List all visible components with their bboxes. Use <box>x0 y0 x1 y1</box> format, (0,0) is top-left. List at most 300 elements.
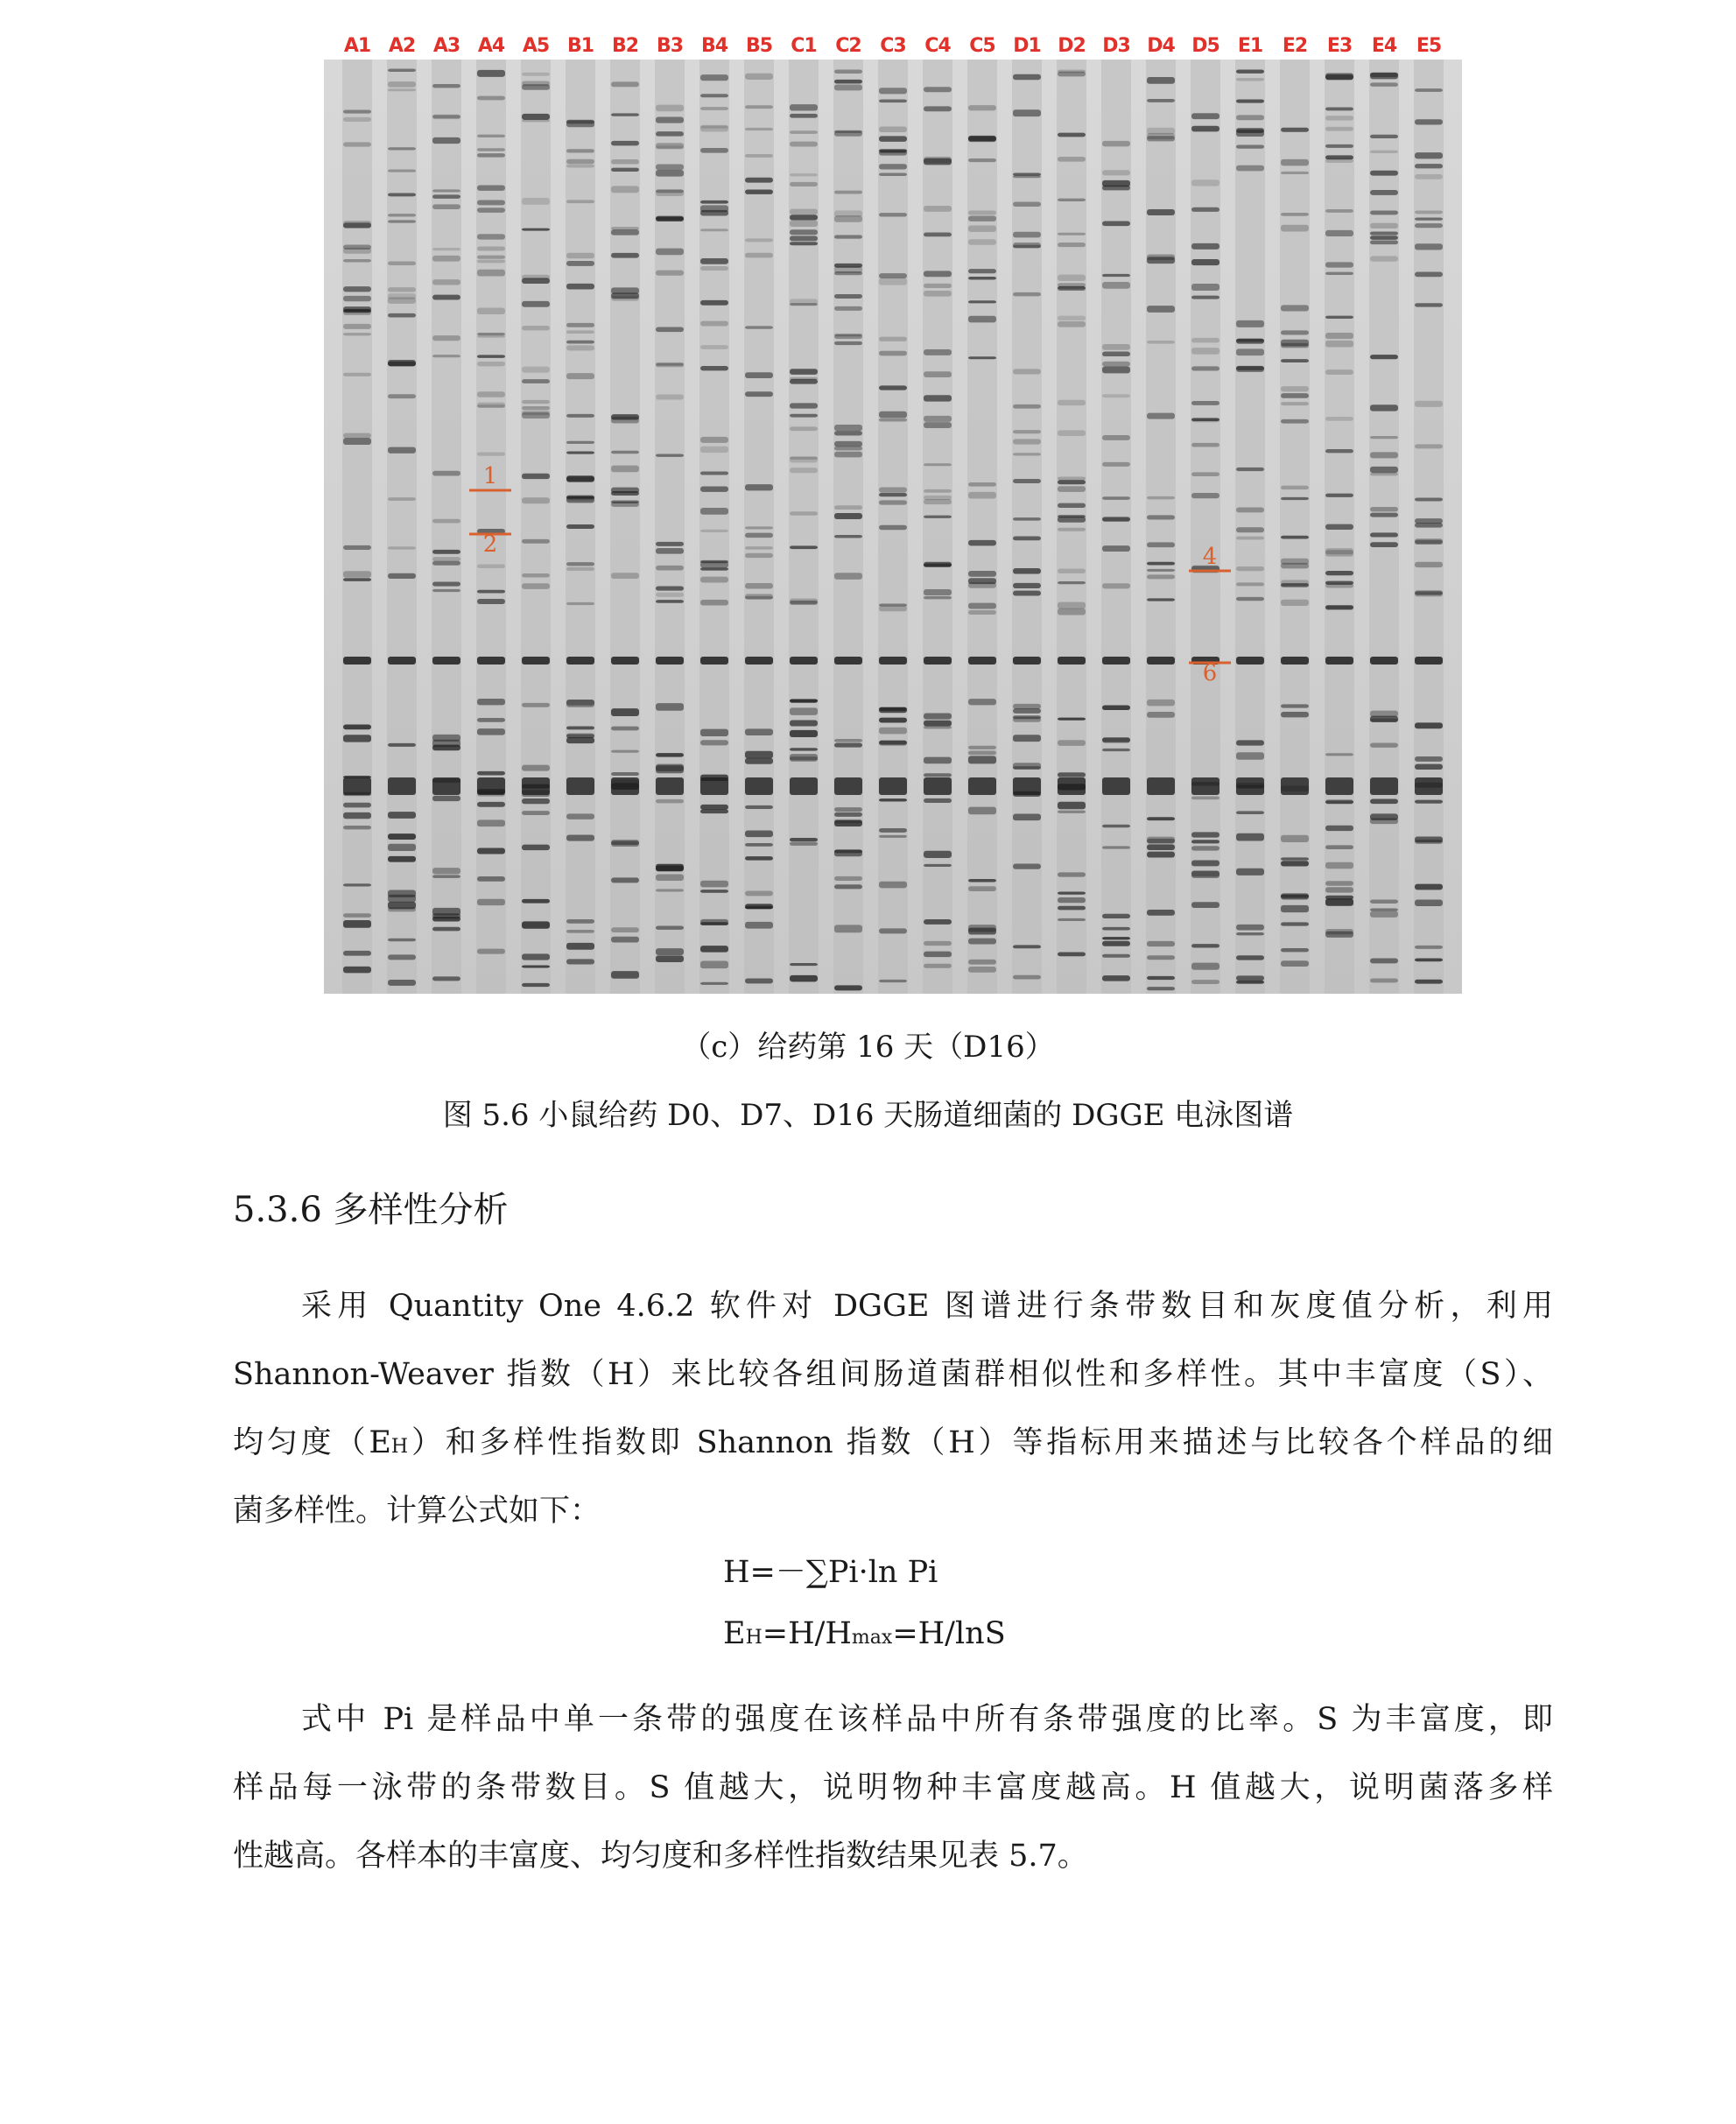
gel-band <box>1370 799 1398 805</box>
gel-band <box>566 441 594 444</box>
gel-band <box>1281 960 1309 967</box>
gel-band <box>968 657 996 665</box>
gel-band <box>1102 282 1130 289</box>
lane-label-b1: B1 <box>566 35 594 57</box>
gel-band <box>656 587 684 591</box>
gel-band <box>790 721 818 727</box>
gel-band <box>1415 243 1443 250</box>
gel-band <box>1102 462 1130 467</box>
gel-band <box>343 117 371 122</box>
gel-band <box>1415 523 1443 527</box>
gel-band <box>522 301 550 307</box>
gel-band <box>1058 772 1086 777</box>
lane-label-c5: C5 <box>969 35 995 57</box>
gel-band <box>566 602 594 605</box>
gel-band <box>745 758 773 764</box>
gel-band <box>566 149 594 152</box>
gel-band <box>343 725 371 730</box>
gel-band <box>745 391 773 397</box>
gel-band <box>879 657 907 665</box>
gel-band <box>1281 600 1309 606</box>
gel-band <box>522 114 550 120</box>
gel-band <box>477 657 505 665</box>
gel-band <box>834 236 862 238</box>
gel-band <box>432 976 460 981</box>
gel-band <box>879 127 907 132</box>
gel-band <box>700 530 728 532</box>
gel-band <box>745 178 773 183</box>
lane-label-c2: C2 <box>835 35 861 57</box>
gel-band <box>611 937 639 943</box>
gel-band <box>1058 286 1086 291</box>
gel-band <box>1325 605 1353 609</box>
gel-band <box>1281 861 1309 866</box>
gel-band <box>522 326 550 330</box>
gel-band <box>1013 404 1041 409</box>
gel-band <box>1370 236 1398 240</box>
gel-band <box>432 561 460 566</box>
gel-band <box>834 130 862 136</box>
gel-band <box>1058 528 1086 531</box>
gel-band <box>477 771 505 776</box>
gel-band <box>879 604 907 607</box>
gel-band <box>388 844 416 851</box>
gel-band <box>700 486 728 491</box>
gel-band <box>790 414 818 418</box>
gel-band <box>611 841 639 847</box>
gel-band <box>343 259 371 262</box>
gel-band <box>1191 401 1219 405</box>
gel-band <box>1102 975 1130 981</box>
gel-band <box>924 919 952 925</box>
gel-band <box>700 729 728 736</box>
gel-band <box>1325 800 1353 803</box>
gel-band <box>1236 955 1264 960</box>
gel-band <box>924 721 952 727</box>
gel-band <box>388 546 416 549</box>
gel-band <box>1147 255 1175 261</box>
gel-band <box>566 414 594 418</box>
gel-band <box>656 362 684 366</box>
gel-band <box>343 286 371 292</box>
gel-band <box>566 495 594 500</box>
gel-band <box>1415 518 1443 524</box>
gel-band <box>477 308 505 314</box>
gel-band <box>879 928 907 933</box>
gel-band <box>566 835 594 841</box>
gel-band <box>343 333 371 335</box>
gel-band <box>1325 127 1353 131</box>
gel-band <box>924 952 952 958</box>
gel-band <box>1281 893 1309 899</box>
gel-band <box>1281 905 1309 912</box>
gel-band <box>1058 906 1086 911</box>
gel-band <box>432 875 460 878</box>
gel-band <box>522 573 550 578</box>
band-marker-label: 4 <box>1202 544 1218 570</box>
gel-band <box>924 564 952 567</box>
gel-band <box>924 463 952 466</box>
gel-band <box>879 418 907 422</box>
gel-band <box>790 182 818 186</box>
gel-band <box>700 447 728 453</box>
gel-band <box>1191 944 1219 947</box>
gel-band <box>968 603 996 609</box>
paragraph-line: 菌多样性。计算公式如下： <box>233 1494 601 1529</box>
gel-band <box>1013 704 1041 709</box>
gel-band <box>1191 846 1219 850</box>
lane-label-c3: C3 <box>880 35 906 57</box>
gel-band <box>1102 705 1130 710</box>
gel-band <box>1325 887 1353 892</box>
gel-band <box>834 812 862 817</box>
gel-band <box>432 84 460 88</box>
gel-band <box>1147 817 1175 820</box>
gel-band <box>700 560 728 563</box>
gel-band <box>343 373 371 376</box>
gel-band <box>522 953 550 960</box>
gel-band <box>1058 802 1086 809</box>
gel-band <box>1013 517 1041 520</box>
gel-band <box>1191 179 1219 186</box>
gel-band <box>1281 785 1309 791</box>
gel-band <box>1236 566 1264 571</box>
gel-band <box>1013 232 1041 238</box>
gel-band <box>1370 256 1398 261</box>
gel-band <box>1058 476 1086 480</box>
gel-band <box>1102 344 1130 350</box>
gel-band <box>1236 468 1264 471</box>
gel-band <box>745 74 773 80</box>
gel-band <box>432 355 460 357</box>
gel-band <box>477 70 505 77</box>
paragraph-line: Shannon-Weaver 指数（H）来比较各组间肠道菌群相似性和多样性。其中丰富度（S）、 <box>233 1357 1553 1392</box>
gel-band <box>388 833 416 840</box>
gel-band <box>968 571 996 577</box>
gel-band <box>1147 955 1175 960</box>
gel-band <box>834 84 862 90</box>
gel-band <box>790 457 818 460</box>
gel-band <box>1236 527 1264 532</box>
gel-band <box>924 271 952 277</box>
lane-label-d5: D5 <box>1191 35 1219 57</box>
gel-band <box>924 157 952 163</box>
gel-band <box>1102 937 1130 939</box>
gel-band <box>566 323 594 327</box>
gel-band <box>1058 740 1086 746</box>
gel-band <box>1191 493 1219 498</box>
gel-band <box>968 137 996 142</box>
gel-band <box>834 925 862 932</box>
gel-band <box>790 699 818 702</box>
gel-band <box>924 106 952 111</box>
gel-band <box>1058 602 1086 609</box>
lane-label-d4: D4 <box>1147 35 1175 57</box>
gel-band <box>1058 811 1086 813</box>
gel-band <box>1236 932 1264 935</box>
gel-band <box>1058 243 1086 247</box>
gel-band <box>1415 218 1443 221</box>
gel-band <box>432 589 460 592</box>
gel-band <box>1325 932 1353 938</box>
gel-band <box>968 960 996 965</box>
gel-band <box>879 882 907 889</box>
gel-band <box>566 562 594 566</box>
gel-band <box>790 748 818 750</box>
gel-band <box>879 777 907 795</box>
gel-band <box>1102 496 1130 500</box>
gel-band <box>790 601 818 605</box>
gel-band <box>477 403 505 408</box>
gel-band <box>1147 941 1175 946</box>
gel-band <box>1325 230 1353 236</box>
gel-band <box>834 266 862 273</box>
gel-band <box>924 422 952 428</box>
gel-band <box>566 452 594 454</box>
gel-band <box>522 703 550 707</box>
gel-band <box>1102 221 1130 226</box>
gel-band <box>522 784 550 789</box>
gel-band <box>432 778 460 783</box>
gel-band <box>522 798 550 804</box>
gel-band <box>968 967 996 973</box>
gel-band <box>343 571 371 577</box>
gel-band <box>1236 339 1264 341</box>
gel-band <box>700 258 728 264</box>
gel-band <box>790 142 818 147</box>
gel-band <box>1370 355 1398 359</box>
gel-band <box>745 657 773 665</box>
gel-band <box>1191 472 1219 476</box>
lane-label-c4: C4 <box>924 35 951 57</box>
gel-band <box>700 210 728 216</box>
gel-band <box>477 207 505 213</box>
gel-band <box>790 511 818 516</box>
gel-band <box>1370 404 1398 411</box>
gel-band <box>343 438 371 445</box>
gel-band <box>432 204 460 209</box>
gel-band <box>432 740 460 748</box>
gel-band <box>700 200 728 204</box>
gel-band <box>700 471 728 475</box>
gel-band <box>477 876 505 882</box>
gel-band <box>834 294 862 299</box>
gel-band <box>1058 316 1086 321</box>
gel-band <box>1013 583 1041 588</box>
gel-band <box>1102 777 1130 795</box>
gel-band <box>790 114 818 118</box>
gel-band <box>1147 700 1175 706</box>
lane-label-b2: B2 <box>611 35 639 57</box>
gel-band <box>790 236 818 241</box>
gel-band <box>522 229 550 231</box>
gel-band <box>1236 348 1264 355</box>
gel-band <box>834 513 862 519</box>
gel-band <box>432 295 460 300</box>
gel-band <box>879 136 907 142</box>
gel-band <box>1325 341 1353 348</box>
gel-band <box>1013 735 1041 742</box>
gel-band <box>522 406 550 410</box>
gel-band <box>745 238 773 242</box>
gel-band <box>745 751 773 759</box>
gel-band <box>1281 386 1309 391</box>
gel-band <box>611 81 639 87</box>
gel-band <box>968 746 996 749</box>
gel-band <box>700 345 728 349</box>
gel-lane <box>1101 60 1131 994</box>
gel-band <box>388 954 416 960</box>
figure-subcaption: （c）给药第 16 天（D16） <box>681 1030 1055 1065</box>
gel-band <box>611 227 639 230</box>
gel-band <box>700 982 728 985</box>
gel-band <box>834 657 862 665</box>
gel-band <box>1013 292 1041 296</box>
gel-band <box>1102 657 1130 665</box>
gel-band <box>477 847 505 854</box>
gel-band <box>1415 722 1443 728</box>
gel-band <box>1370 908 1398 911</box>
gel-band <box>924 395 952 401</box>
formula-part: =H/lnS <box>892 1616 1006 1651</box>
gel-band <box>343 735 371 742</box>
gel-band <box>968 886 996 891</box>
gel-band <box>1147 852 1175 858</box>
gel-band <box>611 414 639 419</box>
gel-band <box>968 482 996 487</box>
gel-band <box>968 540 996 546</box>
gel-band <box>1102 394 1130 397</box>
gel-band <box>834 306 862 311</box>
gel-band <box>1058 568 1086 573</box>
gel-band <box>1370 711 1398 717</box>
gel-band <box>790 426 818 431</box>
gel-band <box>566 524 594 529</box>
gel-band <box>879 213 907 216</box>
lane-label-e3: E3 <box>1326 35 1353 57</box>
lane-label-b3: B3 <box>656 35 684 57</box>
gel-band <box>1325 777 1353 795</box>
gel-band <box>343 913 371 918</box>
gel-band <box>388 147 416 150</box>
gel-band <box>1236 740 1264 745</box>
lane-label-a1: A1 <box>343 35 371 57</box>
gel-band <box>834 452 862 458</box>
gel-band <box>968 751 996 756</box>
gel-band <box>1325 881 1353 885</box>
gel-band <box>1415 210 1443 214</box>
gel-band <box>611 779 639 786</box>
gel-band <box>1102 749 1130 751</box>
gel-band <box>1415 164 1443 168</box>
gel-band <box>477 355 505 357</box>
gel-band <box>1370 542 1398 547</box>
gel-band <box>1325 826 1353 831</box>
gel-band <box>1281 359 1309 362</box>
gel-band <box>477 599 505 604</box>
gel-band <box>879 707 907 712</box>
gel-band <box>477 819 505 826</box>
gel-band <box>388 313 416 318</box>
gel-band <box>1102 954 1130 958</box>
gel-band <box>1370 436 1398 439</box>
gel-band <box>879 173 907 176</box>
gel-band <box>566 165 594 168</box>
gel-band <box>1236 366 1264 372</box>
gel-band <box>745 728 773 735</box>
gel-band <box>790 130 818 134</box>
gel-band <box>700 107 728 110</box>
formula-part: =H/H <box>762 1616 852 1651</box>
gel-lane <box>342 60 372 994</box>
gel-band <box>1058 784 1086 790</box>
gel-band <box>1191 902 1219 908</box>
subscript-h: H <box>390 1436 409 1458</box>
gel-band <box>432 471 460 476</box>
gel-band <box>745 594 773 599</box>
gel-band <box>1370 240 1398 244</box>
gel-band <box>1370 818 1398 824</box>
gel-band <box>1281 305 1309 311</box>
gel-band <box>968 211 996 215</box>
gel-band <box>1281 128 1309 132</box>
gel-band <box>477 590 505 594</box>
paragraph-line <box>233 1409 1553 1477</box>
gel-band <box>1058 133 1086 137</box>
gel-band <box>522 899 550 904</box>
gel-band <box>477 246 505 250</box>
gel-band <box>388 907 416 911</box>
gel-band <box>1325 657 1353 665</box>
gel-band <box>1191 861 1219 867</box>
gel-band <box>388 297 416 303</box>
gel-band <box>1370 232 1398 236</box>
gel-band <box>834 425 862 431</box>
gel-band <box>1415 764 1443 770</box>
gel-band <box>834 573 862 580</box>
gel-band <box>388 193 416 196</box>
gel-band <box>611 451 639 454</box>
gel-band <box>1236 981 1264 984</box>
gel-band <box>343 920 371 928</box>
gel-band <box>924 773 952 777</box>
gel-band <box>1147 413 1175 419</box>
formula-part: E <box>723 1616 746 1651</box>
gel-band <box>1281 948 1309 952</box>
gel-band <box>432 279 460 285</box>
gel-band <box>790 229 818 235</box>
gel-band <box>1013 172 1041 175</box>
gel-band <box>1281 536 1309 539</box>
gel-band <box>924 777 952 795</box>
gel-band <box>790 303 818 306</box>
gel-band <box>1415 900 1443 906</box>
gel-lane <box>610 60 640 994</box>
gel-band <box>1281 922 1309 925</box>
gel-band <box>1102 927 1130 931</box>
gel-band <box>1325 524 1353 530</box>
gel-band <box>745 326 773 328</box>
dgge-gel-figure <box>324 35 1462 994</box>
gel-band <box>1058 657 1086 665</box>
gel-band <box>343 221 371 228</box>
gel-band <box>1370 532 1398 537</box>
gel-band <box>1325 571 1353 575</box>
gel-band <box>1058 275 1086 281</box>
gel-band <box>745 526 773 529</box>
gel-band <box>343 306 371 311</box>
gel-band <box>879 798 907 801</box>
